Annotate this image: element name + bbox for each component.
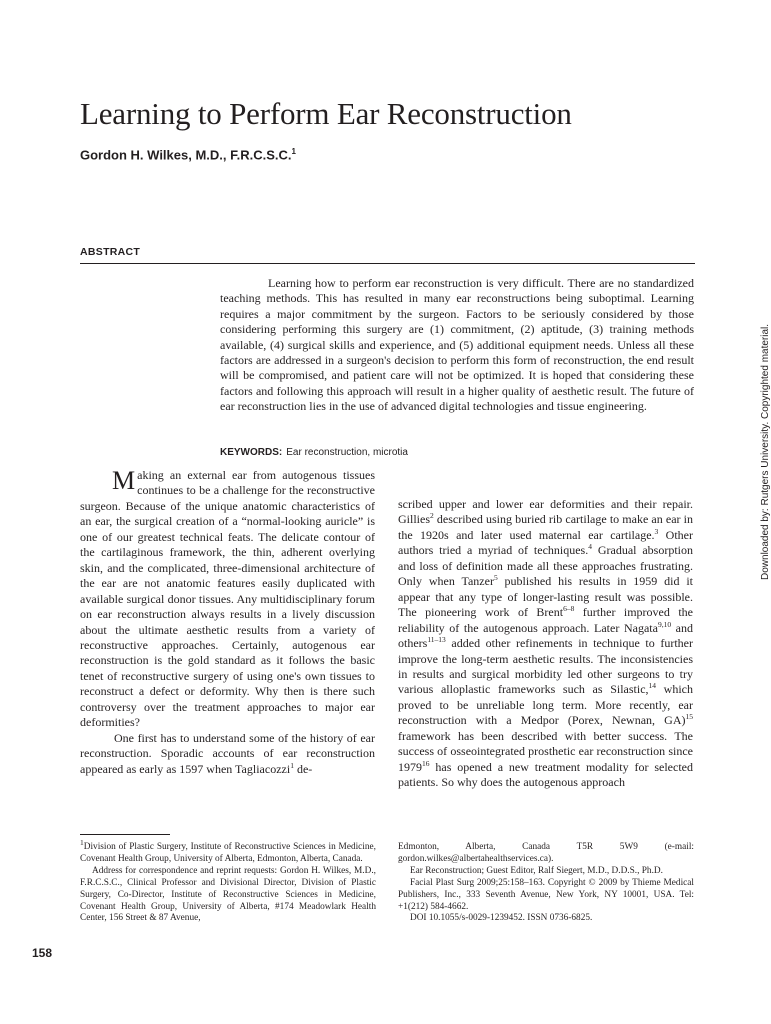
- keywords-line: [220, 447, 408, 458]
- body-column-left: [80, 468, 375, 777]
- reference-mark: 4: [588, 542, 592, 552]
- reference-mark: 6–8: [563, 604, 575, 614]
- reference-mark: 14: [648, 681, 657, 691]
- body-text: has opened a new treatment modality for selected patients. So why does the autogenous approach: [398, 759, 693, 790]
- author-names: Gordon H. Wilkes, M.D., F.R.C.S.C.: [80, 147, 292, 163]
- download-watermark: Downloaded by: Rutgers University. Copyrighted material.: [760, 323, 771, 580]
- footnote-divider: [80, 834, 170, 835]
- keywords-value: Ear reconstruction, microtia: [286, 447, 408, 458]
- reference-mark: 5: [493, 573, 498, 583]
- citation-note: Facial Plast Surg 2009;25:158–163. Copyright © 2009 by Thieme Medical Publishers, Inc., 333 Seventh Avenue, New York, NY 10001, USA. Tel: +1(212) 584-4662.: [398, 877, 694, 912]
- footnotes-right: [398, 842, 694, 925]
- body-text: de-: [293, 761, 313, 776]
- reference-mark: 16: [422, 758, 430, 768]
- body-text: further improved the reliability of the autogenous approach. Later Nagata: [398, 605, 693, 635]
- affiliation-footnote: [80, 837, 376, 866]
- author-line: [80, 147, 296, 162]
- body-text: aking an external ear from autogenous tissues continues to be a challenge for the reconstructive surgeon. Because of the unique anatomic characteristics of an ear, the surgical creation of a “normal-looking auricle” is one of our greatest technical feats. The delicate contour of the cartilaginous framework, the thin, adherent overlying skin, and the complicated, three-dimensional architecture of the ear are not anatomic features easily duplicated with available surgical donor tissues. Any multidisciplinary forum on ear reconstruction always results in a lively discussion about the ultimate aesthetic results from a variety of reconstructive approaches. Certainly, autogenous ear reconstruction is the gold standard as it follows the basic tenet of reconstructive surgery of using one's own tissues to reconstruct a defect or deformity. Why then is there such controversy over the treatment approaches to major ear deformities?: [80, 468, 375, 730]
- reference-mark: 1: [290, 760, 294, 770]
- reference-mark: 2: [430, 511, 434, 521]
- reference-mark: 9,10: [657, 619, 672, 629]
- footnote-mark: 1: [80, 837, 84, 847]
- affiliation-mark: 1: [291, 147, 296, 156]
- body-text: Gradual absorption and loss of definition made all these approaches frustrating. Only when Tanzer: [398, 543, 694, 589]
- abstract-text: Learning how to perform ear reconstruction is very difficult. There are no standardized teaching methods. This has resulted in many ear reconstructions being suboptimal. Learning requires a major commitment by the surgeon. Factors to be seriously considered by those considering performing this surgery are (1) commitment, (2) aptitude, (3) training methods available, (4) surgical skills and experience, and (5) additional equipment needs. Unless all these factors are addressed in a surgeon's decision to perform this form of reconstruction, the end result will be compromised, and patient care will not be optimized. It is hoped that considering these factors and following this approach will result in a higher quality of aesthetic result. The future of ear reconstruction lies in the use of advanced digital technologies and tissue engineering.: [220, 276, 694, 414]
- drop-cap: M: [112, 466, 136, 495]
- body-text: Other authors tried a myriad of techniques.: [398, 527, 693, 558]
- body-text: framework has been described with better success. The success of osseointegrated prosthetic ear reconstruction since 1979: [398, 728, 693, 774]
- address-continued: Edmonton, Alberta, Canada T5R 5W9 (e-mail: gordon.wilkes@albertahealthservices.ca).: [398, 842, 694, 864]
- keywords-label: KEYWORDS:: [220, 447, 283, 458]
- body-text: published his results in 1959 did it appear that any type of longer-lasting result was possible. The pioneering work of Brent: [398, 574, 693, 620]
- reference-mark: 11–13: [427, 635, 446, 645]
- abstract-divider: [80, 263, 695, 264]
- reference-mark: 3: [654, 526, 659, 536]
- reference-mark: 15: [685, 712, 693, 722]
- body-text: scribed upper and lower ear deformities and their repair. Gillies: [398, 497, 693, 527]
- body-text: described using buried rib cartilage to make an ear in the 1920s and later used maternal ear cartilage.: [398, 512, 693, 542]
- footnote-text: Division of Plastic Surgery, Institute of Reconstructive Sciences in Medicine, Covenant Health Group, University of Alberta, Edmonton, Alberta, Canada.: [80, 842, 376, 864]
- body-text: added other refinements in technique to further improve the long-term aesthetic results. The inconsistencies in results and surgical morbidity led other surgeons to try various alloplastic frameworks such as Silastic,: [398, 636, 693, 697]
- page-number: 158: [32, 946, 53, 960]
- correspondence-footnote: Address for correspondence and reprint requests: Gordon H. Wilkes, M.D., F.R.C.S.C., Clinical Professor and Divisional Director, Division of Plastic Surgery, Co-Director, Institute of Reconstructive Sciences in Medicine, Covenant Health Group, University of Alberta, #174 Meadowlark Health Center, 156 Street & 87 Avenue,: [80, 865, 376, 924]
- doi-note: DOI 10.1055/s-0029-1239452. ISSN 0736-6825.: [410, 913, 593, 924]
- body-paragraph: [80, 468, 375, 731]
- footnotes-left: [80, 837, 376, 925]
- abstract-heading: ABSTRACT: [80, 246, 141, 258]
- guest-editor-note: Ear Reconstruction; Guest Editor, Ralf Siegert, M.D., D.D.S., Ph.D.: [410, 865, 663, 876]
- body-column-right: [398, 497, 693, 791]
- body-text: One first has to understand some of the history of ear reconstruction. Sporadic accounts of ear reconstruction appeared as early as 1597 when Tagliacozzi: [80, 730, 375, 776]
- body-text: and others: [398, 620, 694, 651]
- body-paragraph: [398, 497, 693, 791]
- body-text: which proved to be unreliable long term. More recently, ear reconstruction with a Medpor (Porex, Newnan, GA): [398, 682, 694, 728]
- body-paragraph: [80, 731, 375, 777]
- article-title: Learning to Perform Ear Reconstruction: [80, 96, 572, 131]
